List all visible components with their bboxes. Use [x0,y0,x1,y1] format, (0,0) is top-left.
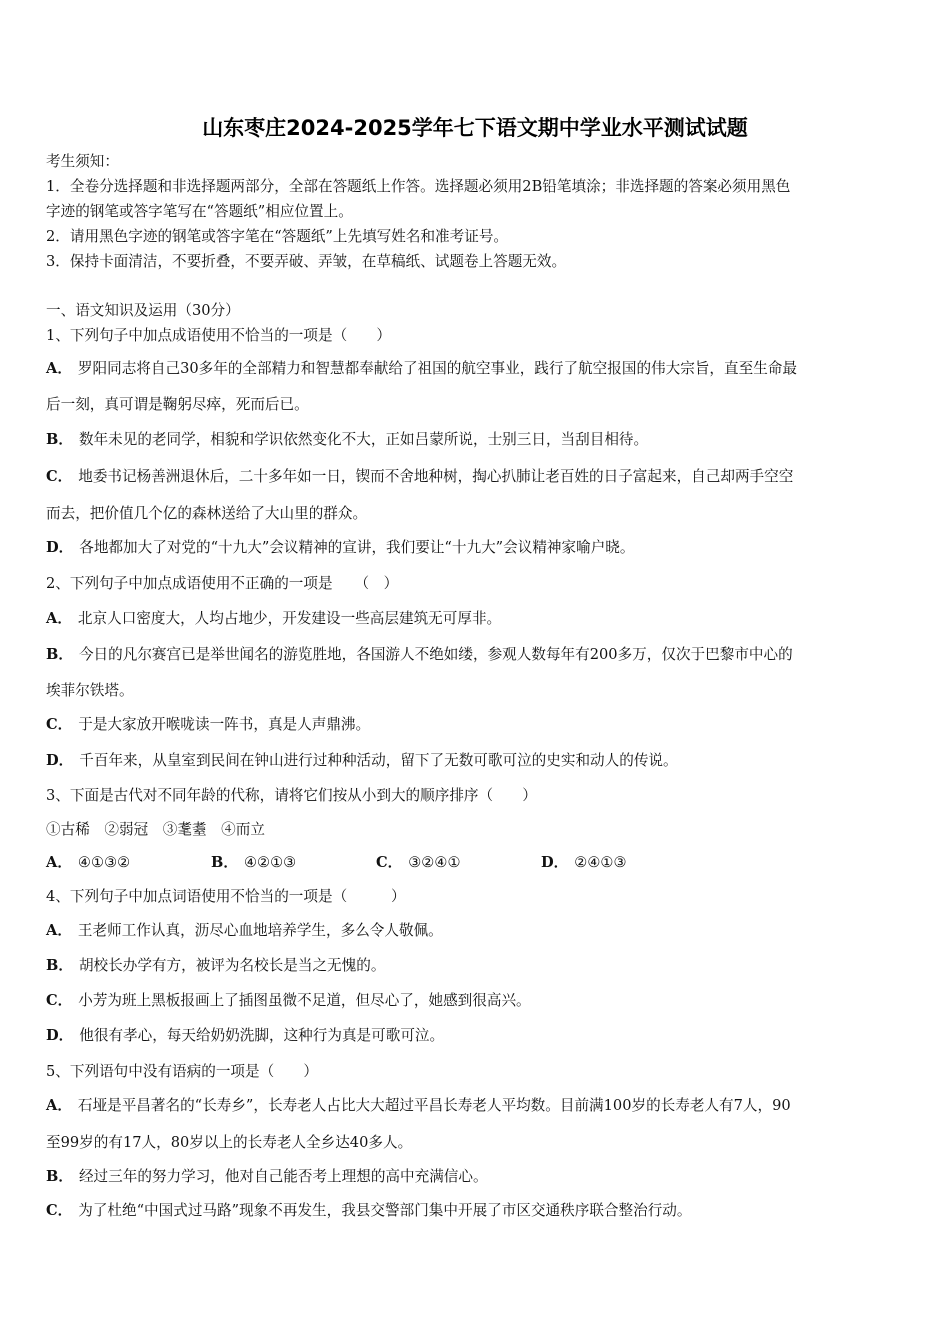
option-label: D． [46,752,74,769]
option-text: 为了杜绝“中国式过马路”现象不再发生，我县交警部门集中开展了市区交通秩序联合整治行动。 [78,1202,692,1219]
question-5-option-c [46,1201,692,1221]
option-label: A． [46,610,72,627]
question-5-option-a [46,1096,791,1116]
question-2-option-b-cont: 埃菲尔铁塔。 [46,682,134,699]
option-text: 胡校长办学有方，被评为名校长是当之无愧的。 [78,957,386,974]
option-label: B． [46,431,73,448]
option-text: 今日的凡尔赛宫已是举世闻名的游览胜地，各国游人不绝如缕，参观人数每年有200多万，仅次于巴黎市中心的 [78,646,793,663]
notice-item: 3．保持卡面清洁，不要折叠，不要弄破、弄皱，在草稿纸、试题卷上答题无效。 [46,253,567,270]
question-5-option-a-cont: 至99岁的有17人，80岁以上的长寿老人全乡达40多人。 [46,1134,413,1151]
section-heading: 一、语文知识及运用（30分） [46,302,240,319]
option-label: C． [46,1202,73,1219]
option-text: 石垭是平昌著名的“长寿乡”，长寿老人占比大大超过平昌长寿老人平均数。目前满100岁的长寿老人有7人，90 [77,1097,791,1114]
question-5-option-b [46,1167,488,1187]
question-3-choices [46,853,706,873]
option-label: C． [46,992,73,1009]
option-text: 他很有孝心，每天给奶奶洗脚，这种行为真是可歌可泣。 [79,1027,445,1044]
notice-item: 2．请用黑色字迹的钢笔或答字笔在“答题纸”上先填写姓名和准考证号。 [46,228,509,245]
notice-heading: 考生须知： [46,153,119,170]
option-text: 各地都加大了对党的“十九大”会议精神的宣讲，我们要让“十九大”会议精神家喻户晓。 [79,539,635,556]
option-label: B． [46,957,73,974]
question-2-option-b [46,645,793,665]
question-4-option-c [46,991,531,1011]
question-2-option-c [46,715,370,735]
question-4-option-a [46,921,443,941]
question-1-option-d [46,538,634,558]
option-label: C． [46,468,73,485]
question-1-option-c [46,467,793,487]
option-label: B． [46,1168,73,1185]
option-text: 于是大家放开喉咙读一阵书，真是人声鼎沸。 [78,716,371,733]
question-1-option-a-cont: 后一刻，真可谓是鞠躬尽瘁，死而后已。 [46,396,309,413]
question-2-option-d [46,751,678,771]
option-label: B． [46,646,73,663]
question-3-items: ①古稀 ②弱冠 ③耄耋 ④而立 [46,821,265,838]
option-text: 千百年来，从皇室到民间在钟山进行过种种活动，留下了无数可歌可泣的史实和动人的传说。 [79,752,678,769]
option-text: 经过三年的努力学习，他对自己能否考上理想的高中充满信心。 [78,1168,488,1185]
option-label: A． [46,1097,72,1114]
option-label: D． [46,539,74,556]
question-2-option-a [46,609,501,629]
option-text: 地委书记杨善洲退休后，二十多年如一日，锲而不舍地种树，掏心扒肺让老百姓的日子富起来，自己却两手空空 [78,468,794,485]
question-1-option-b [46,430,648,450]
question-4-option-d [46,1026,444,1046]
question-1-option-c-cont: 而去，把价值几个亿的森林送给了大山里的群众。 [46,505,368,522]
option-text: 小芳为班上黑板报画上了插图虽微不足道，但尽心了，她感到很高兴。 [78,992,531,1009]
option-label: A． [46,922,72,939]
question-4-option-b [46,956,385,976]
option-text: 北京人口密度大，人均占地少，开发建设一些高层建筑无可厚非。 [77,610,502,627]
option-text: 罗阳同志将自己30多年的全部精力和智慧都奉献给了祖国的航空事业，践行了航空报国的伟大宗旨，直至生命最 [77,360,797,377]
option-label: A． [46,360,72,377]
choice-a: A． ④①③② [46,854,131,871]
notice-item: 1．全卷分选择题和非选择题两部分，全部在答题纸上作答。选择题必须用2B铅笔填涂；非选择题的答案必须用黑色 [46,178,791,195]
choice-c: C． ③②④① [376,854,461,871]
question-1-option-a [46,359,797,379]
option-label: C． [46,716,73,733]
choice-b: B． ④②①③ [211,854,297,871]
choice-d: D． ②④①③ [541,854,627,871]
question-2-stem: 2、下列句子中加点成语使用不正确的一项是 （ ） [46,575,399,592]
page-title: 山东枣庄2024-2025学年七下语文期中学业水平测试试题 [202,116,748,140]
option-text: 数年未见的老同学，相貌和学识依然变化不大，正如吕蒙所说，士别三日，当刮目相待。 [78,431,649,448]
question-4-stem: 4、下列句子中加点词语使用不恰当的一项是（ ） [46,888,406,905]
option-label: D． [46,1027,74,1044]
question-3-stem: 3、下面是古代对不同年龄的代称，请将它们按从小到大的顺序排序（ ） [46,787,537,804]
notice-item: 字迹的钢笔或答字笔写在“答题纸”相应位置上。 [46,203,353,220]
question-5-stem: 5、下列语句中没有语病的一项是（ ） [46,1063,318,1080]
question-1-stem: 1、下列句子中加点成语使用不恰当的一项是（ ） [46,327,391,344]
option-text: 王老师工作认真，沥尽心血地培养学生，多么令人敬佩。 [77,922,443,939]
